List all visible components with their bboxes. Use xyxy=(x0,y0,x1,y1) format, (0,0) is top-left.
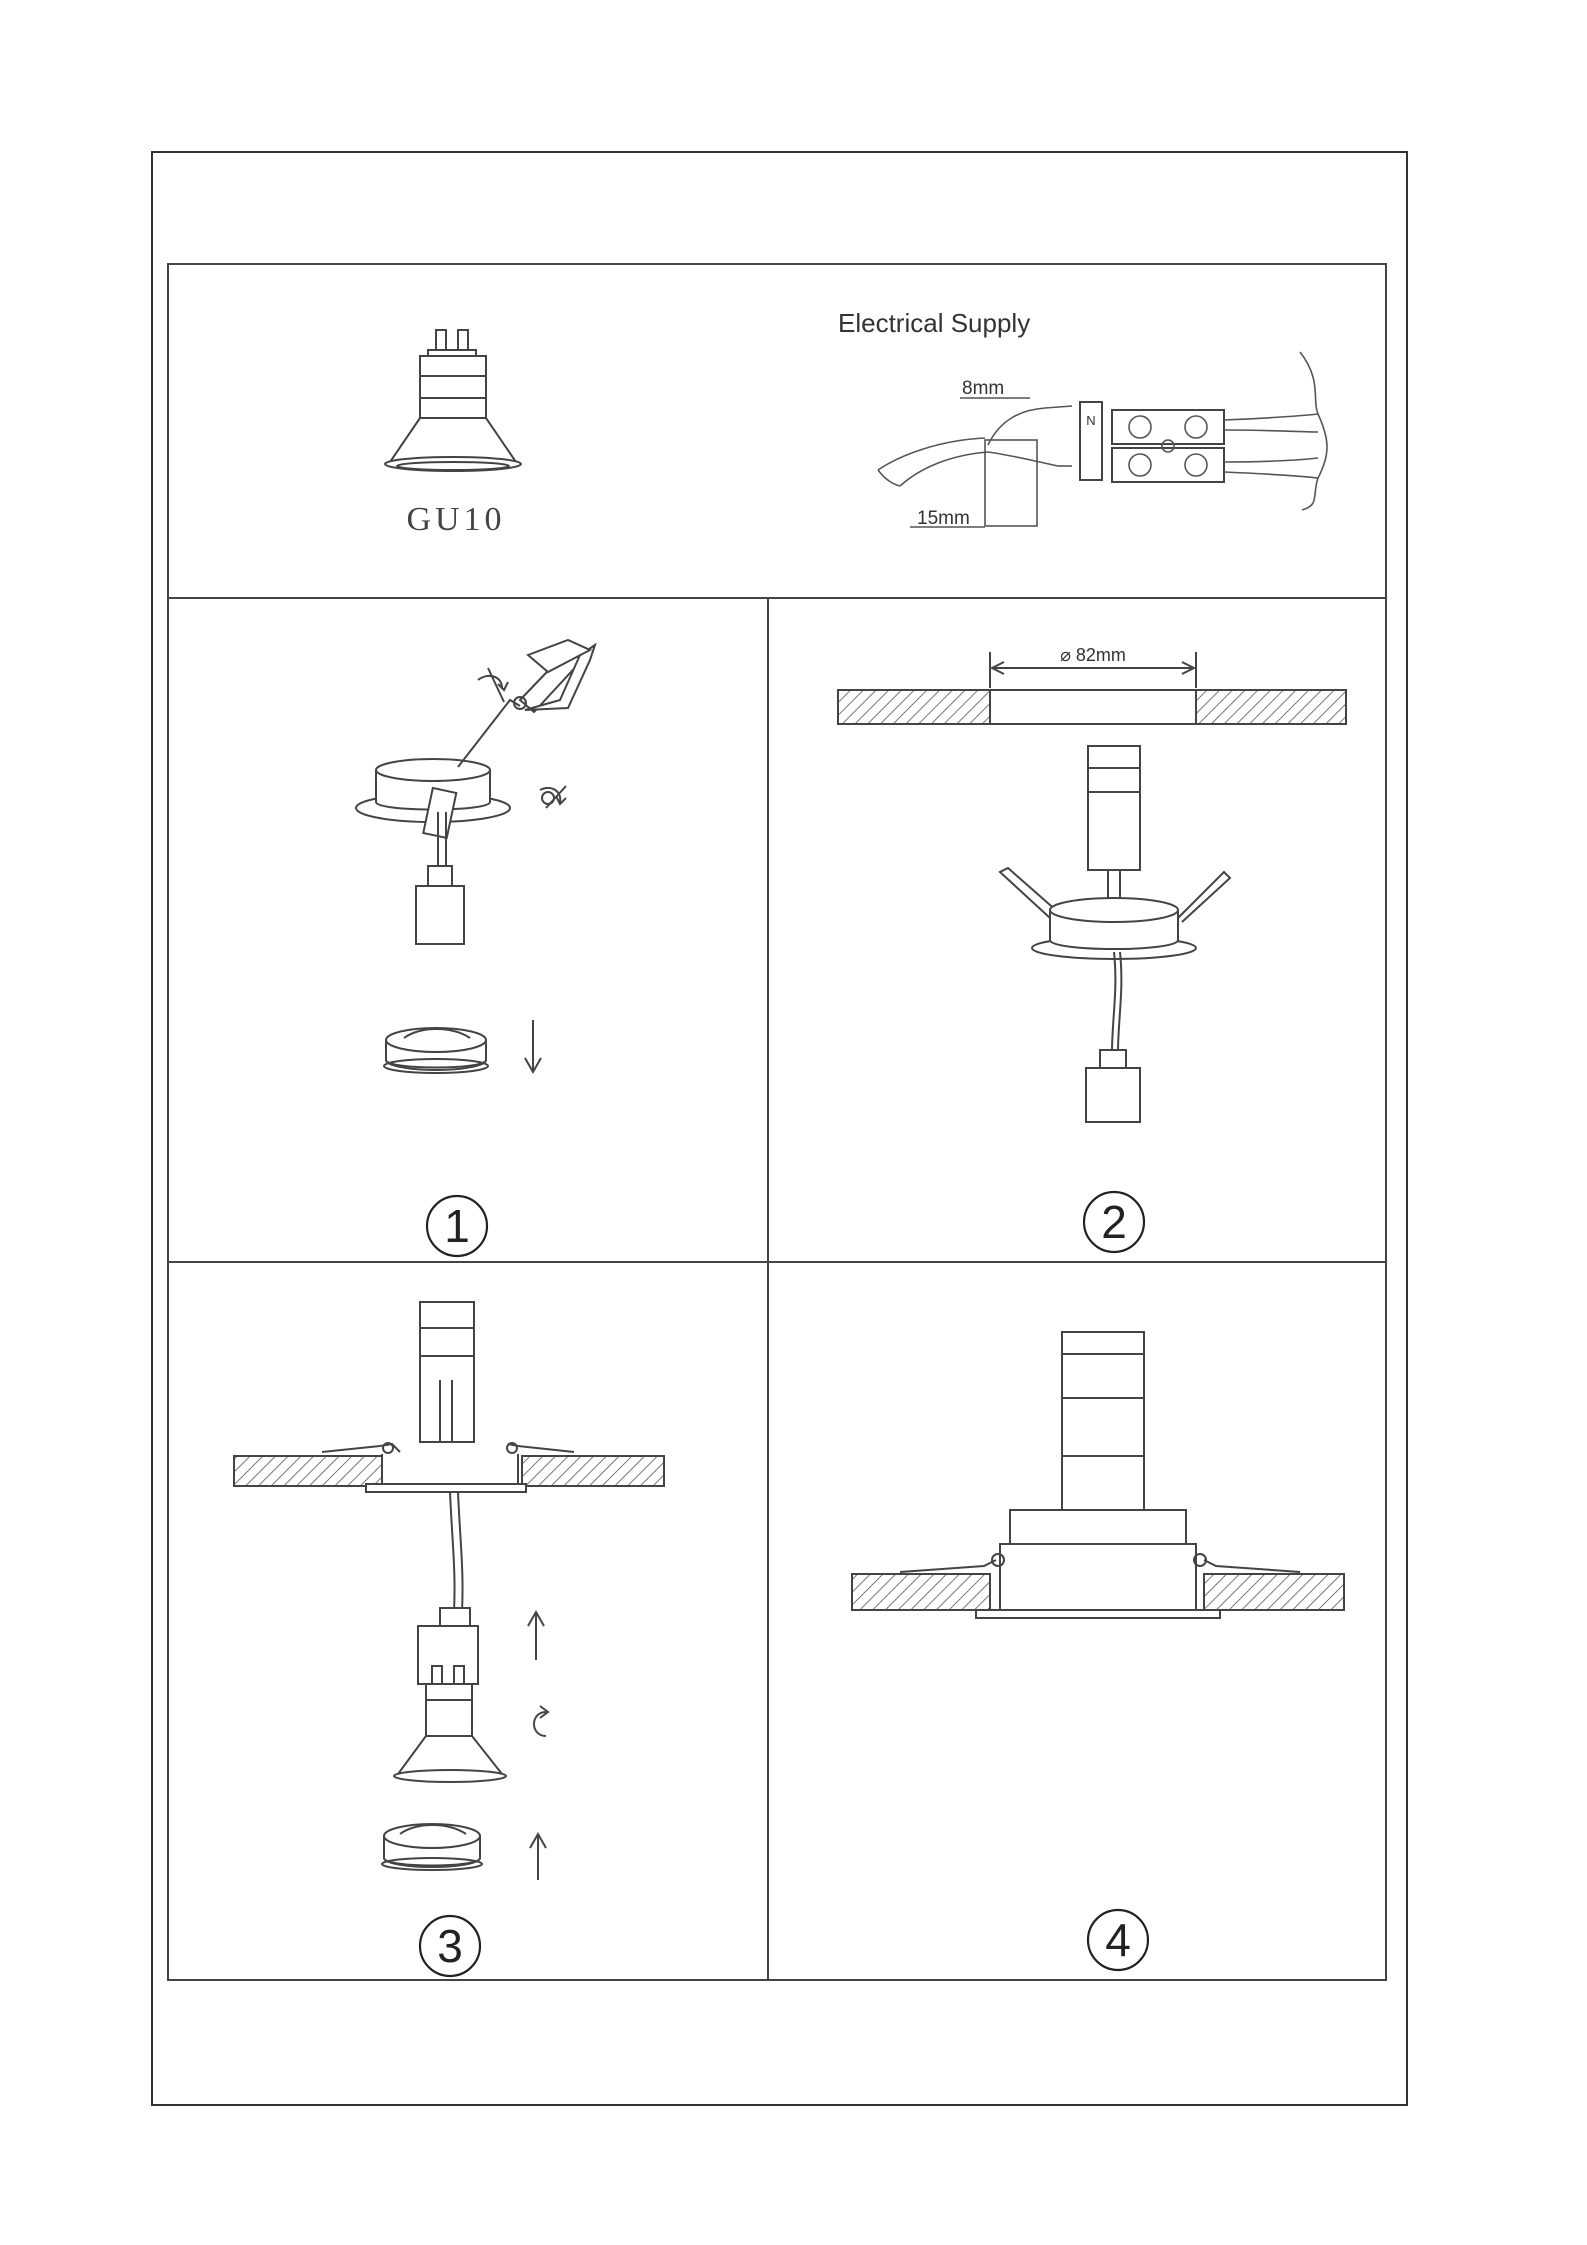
step-2-illustration xyxy=(838,652,1346,1122)
step-2-number: 2 xyxy=(1101,1196,1127,1248)
gu10-lamp-illustration xyxy=(385,330,521,471)
cutout-dimension: ⌀ 82mm xyxy=(1060,645,1126,665)
step-3-illustration xyxy=(234,1302,664,1880)
step-3-number: 3 xyxy=(437,1920,463,1972)
step-4-number: 4 xyxy=(1105,1914,1131,1966)
supply-title: Electrical Supply xyxy=(838,308,1031,338)
step-1-illustration xyxy=(356,640,595,1073)
wiring-illustration xyxy=(878,352,1327,527)
step-4-illustration xyxy=(852,1332,1344,1618)
strip-length-short: 8mm xyxy=(962,378,1005,399)
panel-grid xyxy=(168,264,1386,1980)
lamp-label: GU10 xyxy=(406,501,506,538)
terminal-mark: N xyxy=(1086,413,1096,428)
step-1-number: 1 xyxy=(444,1200,470,1252)
strip-length-long: 15mm xyxy=(917,508,970,529)
